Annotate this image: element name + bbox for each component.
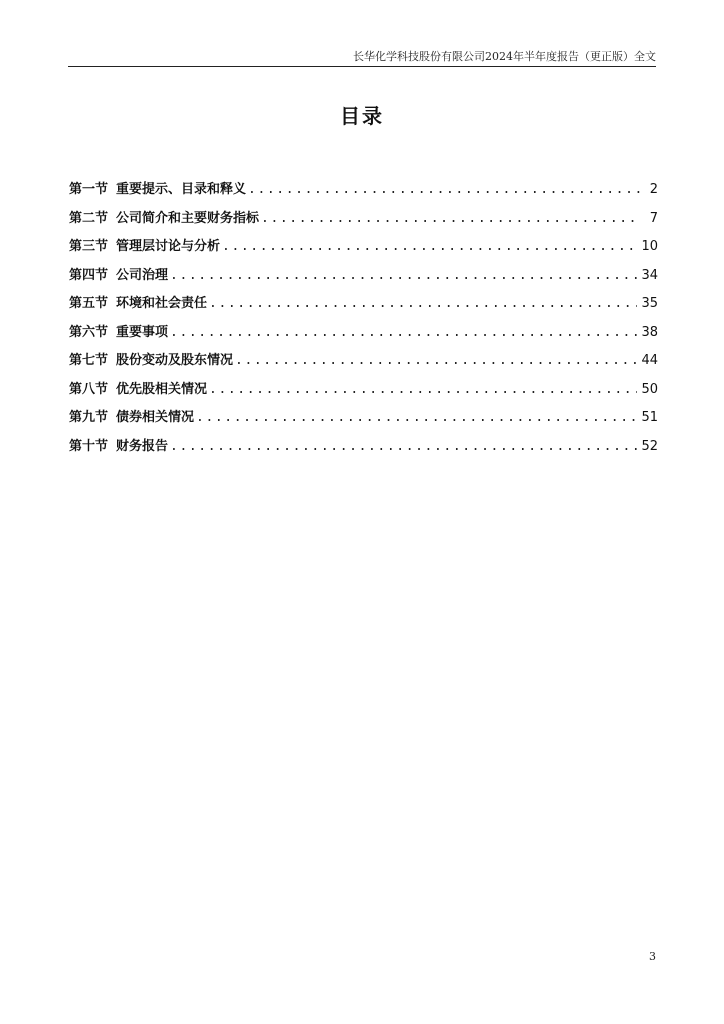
toc-page-number: 7 <box>649 210 658 226</box>
toc-section-number: 第二节 <box>69 210 109 226</box>
toc-section-title: 环境和社会责任 <box>116 296 208 311</box>
toc-section-title: 优先股相关情况 <box>116 381 208 397</box>
running-header <box>68 48 656 67</box>
page-number: 3 <box>649 950 656 963</box>
toc-dot-leader <box>170 325 637 340</box>
toc-entry-5[interactable] <box>69 292 658 321</box>
toc-dot-leader <box>209 382 637 397</box>
toc-section-number: 第八节 <box>69 381 109 397</box>
toc-section-title: 股份变动及股东情况 <box>116 353 234 368</box>
toc-section-number: 第六节 <box>69 324 109 340</box>
toc-section-number: 第一节 <box>69 182 109 197</box>
toc-section-title: 重要事项 <box>116 324 169 340</box>
toc-entry-8[interactable] <box>69 378 658 407</box>
toc-entry-4[interactable] <box>69 264 658 293</box>
toc-entry-6[interactable] <box>69 321 658 350</box>
toc-page-number: 34 <box>641 267 658 283</box>
toc-section-number: 第三节 <box>69 239 109 254</box>
toc-dot-leader <box>235 353 637 368</box>
toc-section-title: 公司简介和主要财务指标 <box>116 210 260 226</box>
toc-dot-leader <box>209 296 637 311</box>
table-of-contents <box>69 178 658 463</box>
toc-dot-leader <box>222 239 637 254</box>
toc-section-title: 管理层讨论与分析 <box>116 239 221 254</box>
toc-page-number: 51 <box>641 410 658 425</box>
toc-page-number: 10 <box>641 239 658 254</box>
toc-section-title: 重要提示、目录和释义 <box>116 182 247 197</box>
toc-page-number: 52 <box>641 438 658 454</box>
toc-section-title: 债券相关情况 <box>116 410 195 425</box>
toc-entry-7[interactable] <box>69 349 658 378</box>
toc-entry-2[interactable] <box>69 207 658 236</box>
toc-page-number: 44 <box>641 353 658 368</box>
toc-dot-leader <box>248 182 640 197</box>
toc-section-number: 第九节 <box>69 410 109 425</box>
toc-page-number: 2 <box>649 182 658 197</box>
toc-dot-leader <box>170 268 637 283</box>
toc-section-number: 第七节 <box>69 353 109 368</box>
running-header-title: 长华化学科技股份有限公司2024年半年度报告（更正版）全文 <box>353 50 656 63</box>
toc-entry-1[interactable] <box>69 178 658 207</box>
toc-title: 目录 <box>340 104 384 128</box>
toc-section-title: 公司治理 <box>116 267 169 283</box>
toc-entry-9[interactable] <box>69 406 658 435</box>
toc-dot-leader <box>170 439 637 454</box>
toc-section-number: 第五节 <box>69 296 109 311</box>
toc-page-number: 35 <box>641 296 658 311</box>
toc-section-title: 财务报告 <box>116 438 169 454</box>
toc-page-number: 38 <box>641 324 658 340</box>
toc-dot-leader <box>261 211 640 226</box>
toc-dot-leader <box>196 410 637 425</box>
toc-section-number: 第十节 <box>69 438 109 454</box>
toc-section-number: 第四节 <box>69 267 109 283</box>
toc-entry-10[interactable] <box>69 435 658 464</box>
toc-entry-3[interactable] <box>69 235 658 264</box>
toc-page-number: 50 <box>641 381 658 397</box>
